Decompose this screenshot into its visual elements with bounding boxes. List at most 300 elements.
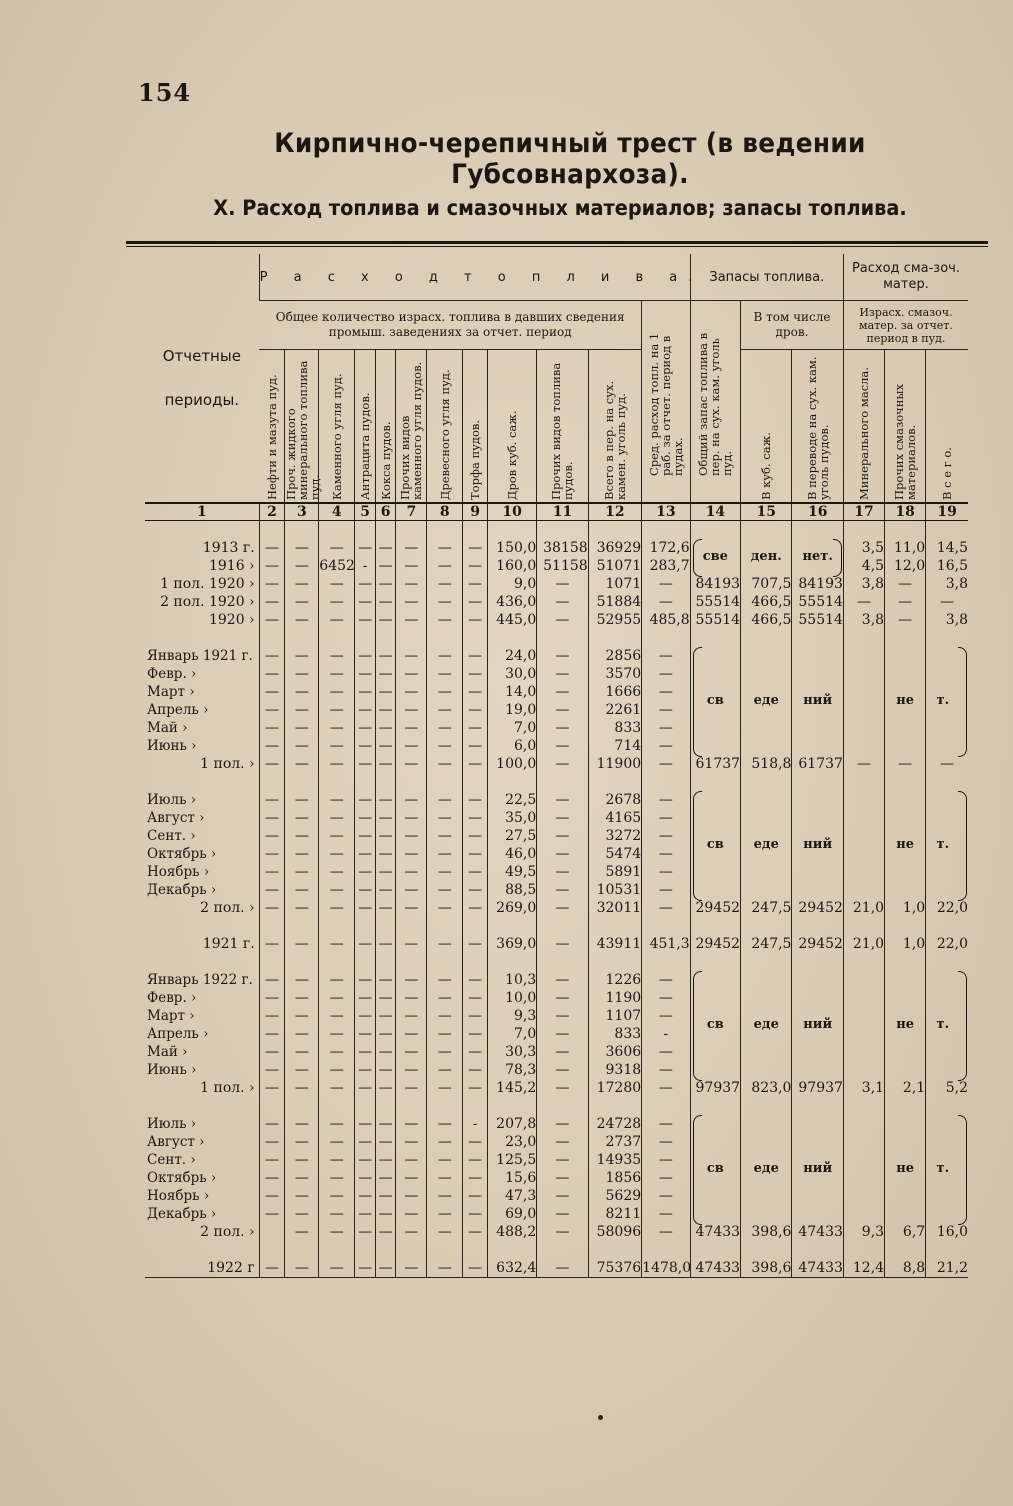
table-cell: —	[427, 1043, 463, 1061]
col-peat-text: Торфа пудов.	[468, 419, 483, 500]
spacer-cell	[537, 953, 588, 971]
spacer-cell	[588, 629, 641, 647]
table-cell: 3,8	[926, 611, 968, 629]
table-cell	[843, 1007, 884, 1025]
col-oil	[259, 350, 285, 504]
table-cell: —	[375, 701, 396, 719]
table-cell: —	[259, 1259, 285, 1278]
table-cell: 51158	[537, 557, 588, 575]
table-cell: 247,5	[741, 935, 792, 953]
table-cell: 3,5	[843, 539, 884, 557]
spacer-cell	[463, 953, 488, 971]
no-data-note: св	[706, 1017, 724, 1032]
spacer-cell	[145, 773, 259, 791]
table-cell: —	[319, 575, 355, 593]
table-cell: 43911	[588, 935, 641, 953]
table-cell	[792, 881, 843, 899]
table-cell: —	[259, 1205, 285, 1223]
period-label: Май ›	[147, 720, 188, 736]
period-label: Декабрь ›	[147, 1206, 217, 1222]
table-cell: 7,0	[487, 719, 536, 737]
top-rule	[126, 241, 988, 244]
table-cell: —	[319, 1115, 355, 1133]
table-cell: 9,0	[487, 575, 536, 593]
table-cell: —	[355, 899, 376, 917]
table-cell: —	[463, 1061, 488, 1079]
spacer-cell	[285, 1097, 319, 1115]
table-cell: 707,5	[741, 575, 792, 593]
table-cell: 833	[588, 719, 641, 737]
table-cell: 29452	[690, 935, 740, 953]
spacer-cell	[427, 629, 463, 647]
table-cell: —	[285, 719, 319, 737]
spacer-cell	[285, 917, 319, 935]
table-row	[145, 611, 968, 629]
spacer-cell	[285, 629, 319, 647]
period-label: Октябрь ›	[147, 846, 217, 862]
spacer-cell	[375, 773, 396, 791]
table-cell: 833	[588, 1025, 641, 1043]
spacer-cell	[145, 1097, 259, 1115]
table-cell: 8,8	[885, 1259, 926, 1278]
table-cell: 2261	[588, 701, 641, 719]
table-cell: -	[642, 1025, 691, 1043]
table-cell: —	[642, 1205, 691, 1223]
spacer-cell	[926, 629, 968, 647]
table-cell: —	[319, 1061, 355, 1079]
column-number: 10	[487, 503, 536, 521]
table-cell: —	[463, 971, 488, 989]
spacer-cell	[259, 953, 285, 971]
table-cell: —	[285, 809, 319, 827]
spacer-cell	[843, 1241, 884, 1259]
table-cell: 29452	[792, 935, 843, 953]
table-cell: —	[355, 1025, 376, 1043]
table-cell: —	[319, 1169, 355, 1187]
column-number: 3	[285, 503, 319, 521]
table-cell: —	[285, 1223, 319, 1241]
table-cell: 485,8	[642, 611, 691, 629]
table-cell: —	[396, 881, 427, 899]
spacer-row	[145, 953, 968, 971]
period-label: 1913 г.	[202, 540, 255, 556]
column-number: 11	[537, 503, 588, 521]
table-cell: —	[355, 971, 376, 989]
no-data-note: ден.	[750, 549, 782, 564]
spacer-cell	[537, 629, 588, 647]
spacer-cell	[885, 953, 926, 971]
table-cell	[792, 719, 843, 737]
table-cell	[843, 1025, 884, 1043]
total-consumed-subheader: Общее количество израсх. топлива в давших сведения промыш. заведениях за отчет. период	[259, 301, 642, 350]
spacer-cell	[741, 953, 792, 971]
table-cell: —	[285, 557, 319, 575]
table-cell: —	[375, 1223, 396, 1241]
table-cell: —	[259, 899, 285, 917]
table-cell	[843, 827, 884, 845]
table-cell	[843, 737, 884, 755]
table-row	[145, 1061, 968, 1079]
table-cell: —	[319, 845, 355, 863]
table-cell: 714	[588, 737, 641, 755]
table-cell: —	[259, 809, 285, 827]
table-cell: —	[427, 1079, 463, 1097]
table-cell: 38158	[537, 539, 588, 557]
table-cell: —	[427, 719, 463, 737]
table-cell	[741, 737, 792, 755]
table-cell: —	[375, 683, 396, 701]
col-wood-cubic-text: В куб. саж.	[759, 432, 774, 500]
spacer-cell	[885, 1241, 926, 1259]
table-cell	[843, 1169, 884, 1187]
table-cell: —	[843, 593, 884, 611]
period-label: Ноябрь ›	[147, 1188, 210, 1204]
table-cell: 97937	[792, 1079, 843, 1097]
table-cell: —	[375, 1169, 396, 1187]
table-cell: —	[463, 737, 488, 755]
period-label: Сент. ›	[147, 828, 196, 844]
spacer-cell	[463, 1097, 488, 1115]
table-cell: —	[259, 1169, 285, 1187]
table-cell: —	[396, 1151, 427, 1169]
spacer-cell	[396, 773, 427, 791]
table-cell: 9,3	[843, 1223, 884, 1241]
spacer-cell	[355, 1241, 376, 1259]
table-cell	[843, 863, 884, 881]
table-cell: 14,0	[487, 683, 536, 701]
table-cell: —	[259, 845, 285, 863]
table-cell: —	[396, 899, 427, 917]
table-cell	[885, 791, 926, 809]
table-cell: —	[463, 791, 488, 809]
table-cell: —	[285, 845, 319, 863]
table-cell: 3,8	[843, 575, 884, 593]
table-cell: —	[427, 557, 463, 575]
table-cell	[885, 1187, 926, 1205]
table-cell: 22,0	[926, 935, 968, 953]
table-cell	[741, 1187, 792, 1205]
table-cell: —	[427, 539, 463, 557]
col-other-lube	[885, 350, 926, 504]
table-cell	[885, 1043, 926, 1061]
spacer-cell	[319, 953, 355, 971]
table-cell: —	[285, 611, 319, 629]
spacer-cell	[741, 917, 792, 935]
table-cell: —	[396, 827, 427, 845]
table-cell: —	[259, 791, 285, 809]
table-row	[145, 701, 968, 719]
table-cell: 84193	[792, 575, 843, 593]
table-cell: —	[355, 809, 376, 827]
table-cell: —	[396, 1169, 427, 1187]
spacer-cell	[375, 953, 396, 971]
table-cell: 466,5	[741, 611, 792, 629]
table-cell: 7,0	[487, 1025, 536, 1043]
table-row	[145, 863, 968, 881]
no-data-note: еде	[753, 693, 779, 708]
table-cell: —	[355, 611, 376, 629]
table-cell: 55514	[792, 611, 843, 629]
table-row	[145, 971, 968, 989]
table-cell: 1478,0	[642, 1260, 692, 1276]
spacer-cell	[792, 629, 843, 647]
table-cell: —	[375, 1061, 396, 1079]
table-cell: —	[396, 971, 427, 989]
table-cell: —	[537, 791, 588, 809]
table-cell: —	[355, 1115, 376, 1133]
spacer-cell	[487, 1097, 536, 1115]
table-cell	[843, 1187, 884, 1205]
table-cell: —	[375, 593, 396, 611]
table-cell: —	[537, 1133, 588, 1151]
table-cell: —	[319, 809, 355, 827]
table-cell: —	[642, 1061, 691, 1079]
table-cell: 436,0	[487, 593, 536, 611]
table-cell: 69,0	[487, 1205, 536, 1223]
spacer-cell	[487, 917, 536, 935]
table-cell	[792, 1205, 843, 1223]
table-cell: 1226	[588, 971, 641, 989]
table-cell	[885, 737, 926, 755]
period-label: Март ›	[147, 684, 195, 700]
table-cell: 125,5	[487, 1151, 536, 1169]
table-cell: —	[642, 1223, 691, 1241]
table-cell: 61737	[792, 755, 843, 773]
table-cell: 5891	[588, 863, 641, 881]
table-cell: 632,4	[487, 1259, 536, 1278]
spacer-cell	[319, 629, 355, 647]
table-cell: —	[642, 1169, 691, 1187]
col-firewood-text: Дров куб. саж.	[505, 410, 520, 500]
table-cell: 17280	[588, 1079, 641, 1097]
table-cell: —	[463, 683, 488, 701]
spacer-cell	[792, 917, 843, 935]
table-cell: 1071	[588, 575, 641, 593]
table-cell: —	[463, 755, 488, 773]
spacer-cell	[642, 953, 691, 971]
table-cell: 51071	[588, 557, 641, 575]
no-data-note: ний	[803, 1161, 833, 1176]
table-cell: —	[259, 1007, 285, 1025]
avg-per-worker-header	[642, 301, 691, 504]
col-mineral-oil	[843, 350, 884, 504]
table-cell: 2,1	[885, 1079, 926, 1097]
table-cell: 269,0	[487, 899, 536, 917]
table-cell: —	[396, 1259, 427, 1278]
table-cell: —	[375, 1259, 396, 1278]
table-cell: —	[319, 1133, 355, 1151]
table-cell: —	[396, 683, 427, 701]
period-label: Июнь ›	[147, 1062, 197, 1078]
table-cell: —	[355, 1043, 376, 1061]
spacer-cell	[741, 629, 792, 647]
table-cell: —	[885, 755, 926, 773]
table-row	[145, 755, 968, 773]
table-cell: —	[319, 1205, 355, 1223]
table-cell: —	[396, 1007, 427, 1025]
table-cell: —	[355, 1151, 376, 1169]
column-number: 12	[588, 503, 641, 521]
table-cell: —	[537, 701, 588, 719]
spacer-cell	[642, 1097, 691, 1115]
table-cell: —	[642, 845, 691, 863]
spacer-cell	[259, 629, 285, 647]
table-cell	[843, 1043, 884, 1061]
spacer-cell	[285, 521, 319, 540]
table-cell	[792, 1061, 843, 1079]
table-cell	[792, 1115, 843, 1133]
period-label: Январь 1921 г.	[147, 648, 253, 664]
spacer-cell	[355, 629, 376, 647]
no-data-note: т.	[936, 693, 950, 708]
table-cell: 9,3	[487, 1007, 536, 1025]
table-cell: —	[642, 1043, 691, 1061]
table-cell	[792, 791, 843, 809]
table-cell: —	[375, 737, 396, 755]
table-cell	[885, 1205, 926, 1223]
table-cell	[792, 737, 843, 755]
spacer-cell	[537, 917, 588, 935]
table-cell: —	[355, 665, 376, 683]
page-number: 154	[138, 78, 192, 107]
table-cell: —	[396, 809, 427, 827]
table-cell: 14935	[588, 1151, 641, 1169]
table-cell: —	[375, 1151, 396, 1169]
table-cell	[741, 971, 792, 989]
table-cell: —	[355, 1079, 376, 1097]
table-cell: —	[642, 647, 691, 665]
no-data-note: не	[896, 1161, 914, 1176]
spacer-cell	[319, 1097, 355, 1115]
table-cell: —	[375, 557, 396, 575]
spacer-cell	[285, 953, 319, 971]
table-cell: —	[259, 593, 285, 611]
table-cell: —	[463, 1187, 488, 1205]
table-cell	[843, 1151, 884, 1169]
col-total-coal-equiv-text: Всего в пер. на сух. камен. уголь пуд.	[601, 380, 628, 500]
column-number: 5	[355, 503, 376, 521]
table-cell	[741, 881, 792, 899]
table-cell: —	[355, 593, 376, 611]
table-cell: —	[463, 899, 488, 917]
spacer-cell	[396, 1241, 427, 1259]
col-coke	[375, 350, 396, 504]
table-cell: —	[642, 989, 691, 1007]
table-cell: 32011	[588, 899, 641, 917]
table-cell	[843, 989, 884, 1007]
table-cell: —	[463, 935, 488, 953]
spacer-cell	[588, 1097, 641, 1115]
table-cell: 6452	[319, 558, 355, 574]
table-cell: —	[537, 1169, 588, 1187]
table-cell: —	[427, 1169, 463, 1187]
table-row	[145, 935, 968, 953]
table-cell: —	[355, 719, 376, 737]
table-cell: —	[259, 1061, 285, 1079]
table-cell	[843, 809, 884, 827]
table-cell: —	[396, 1043, 427, 1061]
table-cell	[885, 1133, 926, 1151]
table-cell: —	[319, 701, 355, 719]
table-row	[145, 1169, 968, 1187]
no-data-note: не	[896, 1017, 914, 1032]
spacer-cell	[885, 629, 926, 647]
spacer-cell	[355, 521, 376, 540]
table-cell: —	[642, 1115, 691, 1133]
table-cell: —	[463, 1007, 488, 1025]
ink-dot	[598, 1415, 603, 1420]
spacer-cell	[537, 773, 588, 791]
table-cell: —	[319, 1187, 355, 1205]
period-label: 2 пол. ›	[200, 900, 255, 916]
table-body	[145, 521, 968, 1278]
table-cell: —	[885, 575, 926, 593]
spacer-cell	[375, 629, 396, 647]
period-header-line2: периоды.	[164, 391, 240, 409]
table-cell: —	[396, 557, 427, 575]
column-number-row	[145, 503, 968, 521]
no-data-note: еде	[753, 837, 779, 852]
table-cell: —	[427, 1025, 463, 1043]
table-cell: —	[427, 791, 463, 809]
table-cell: —	[259, 665, 285, 683]
spacer-cell	[145, 953, 259, 971]
table-cell: -	[463, 1115, 488, 1133]
spacer-cell	[885, 773, 926, 791]
table-cell: —	[319, 665, 355, 683]
no-data-note: ний	[803, 1017, 833, 1032]
table-cell: —	[537, 575, 588, 593]
table-cell: 3,1	[843, 1079, 884, 1097]
no-data-note: т.	[936, 1161, 950, 1176]
table-cell: —	[259, 575, 285, 593]
period-label: 1920 ›	[208, 612, 255, 628]
table-row	[145, 557, 968, 575]
table-cell: —	[537, 809, 588, 827]
spacer-cell	[642, 521, 691, 540]
table-cell: —	[259, 701, 285, 719]
spacer-cell	[259, 1241, 285, 1259]
period-label: Октябрь ›	[147, 1170, 217, 1186]
table-cell: —	[537, 593, 588, 611]
table-cell: 21,2	[926, 1259, 968, 1278]
spacer-cell	[487, 1241, 536, 1259]
spacer-cell	[588, 917, 641, 935]
spacer-cell	[588, 521, 641, 540]
column-number: 9	[463, 503, 488, 521]
column-number: 8	[427, 503, 463, 521]
table-cell: 247,5	[741, 899, 792, 917]
period-label: Апрель ›	[147, 1026, 209, 1042]
table-cell	[885, 1061, 926, 1079]
table-cell: 823,0	[741, 1079, 792, 1097]
table-cell	[741, 863, 792, 881]
spacer-cell	[375, 521, 396, 540]
table-cell: —	[463, 809, 488, 827]
table-cell: —	[642, 971, 691, 989]
table-cell: 172,6	[642, 539, 691, 557]
spacer-cell	[463, 1241, 488, 1259]
table-cell: 47433	[792, 1223, 843, 1241]
spacer-cell	[355, 917, 376, 935]
spacer-cell	[690, 1241, 740, 1259]
col-anthracite-text: Антрацита пудов.	[358, 392, 373, 500]
table-cell: 6,7	[885, 1223, 926, 1241]
spacer-cell	[319, 521, 355, 540]
table-cell: 11900	[588, 755, 641, 773]
table-cell: 398,6	[741, 1223, 792, 1241]
table-cell: —	[537, 1079, 588, 1097]
